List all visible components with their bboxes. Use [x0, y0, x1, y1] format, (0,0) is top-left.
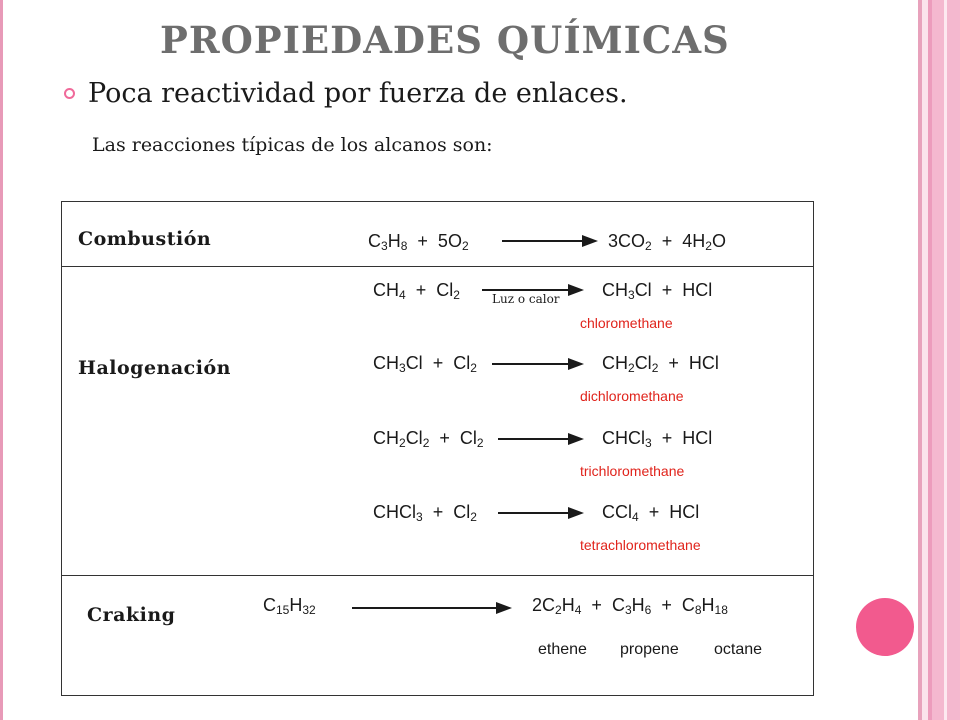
- reaction-arrow-icon: [498, 507, 584, 519]
- product-name: chloromethane: [580, 315, 673, 331]
- halogenation-1-products: $CH_3Cl$ + HCl: [602, 280, 713, 302]
- reaction-arrow-icon: [502, 235, 598, 247]
- halogenation-4-reactants: CHCl$_3$ + $Cl_2$: [373, 502, 477, 524]
- reaction-arrow-icon: [492, 358, 584, 370]
- section-label-combustion: Combustión: [78, 228, 212, 250]
- product-name: octane: [714, 641, 763, 658]
- subheading: Las reacciones típicas de los alcanos son:: [92, 134, 493, 156]
- halogenation-4-products: CCl$_4$ + HCl: [602, 502, 700, 524]
- halogenation-3-reactants: $CH_2Cl_2 + Cl_2$: [373, 428, 484, 450]
- product-name: ethene: [538, 641, 587, 658]
- reaction-table: [61, 201, 814, 696]
- reaction-condition: Luz o calor: [492, 292, 560, 306]
- combustion-reactants: $C_3H_8 + 5O_2$: [368, 231, 469, 253]
- halogenation-1-reactants: $CH_4 + Cl_2$: [373, 280, 460, 302]
- reaction-arrow-icon: [352, 602, 512, 614]
- decorative-circle: [856, 598, 914, 656]
- product-name: tetrachloromethane: [580, 537, 701, 553]
- combustion-products: $3CO_2 + 4H_2O$: [608, 231, 726, 253]
- product-name: propene: [620, 641, 679, 658]
- decorative-stripe: [944, 0, 947, 720]
- product-name: trichloromethane: [580, 463, 685, 479]
- section-divider: [62, 266, 813, 267]
- product-name: dichloromethane: [580, 388, 684, 404]
- bullet-point: Poca reactividad por fuerza de enlaces.: [88, 78, 628, 109]
- halogenation-2-reactants: $CH_3Cl + Cl_2$: [373, 353, 477, 375]
- section-divider: [62, 575, 813, 576]
- bullet-ring-icon: [64, 88, 75, 99]
- halogenation-2-products: $CH_2Cl_2$ + HCl: [602, 353, 719, 375]
- cracking-reactants: $C_{15}H_{32}$: [263, 595, 316, 617]
- slide-left-border: [0, 0, 3, 720]
- cracking-products: $2C_2H_4 + C_3H_6 + C_8H_{18}$: [532, 595, 728, 617]
- section-label-cracking: Craking: [87, 604, 176, 626]
- section-label-halogenation: Halogenación: [78, 357, 231, 379]
- slide-title: PROPIEDADES QUÍMICAS: [160, 18, 730, 62]
- halogenation-3-products: CHCl$_3$ + HCl: [602, 428, 713, 450]
- reaction-arrow-icon: [498, 433, 584, 445]
